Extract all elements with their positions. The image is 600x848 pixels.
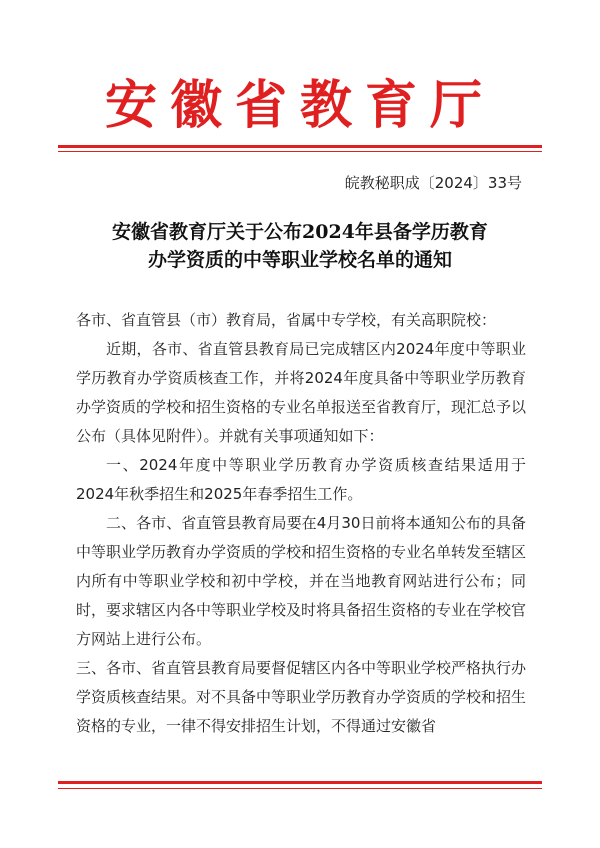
- document-number: 皖教秘职成〔2024〕33号: [344, 174, 522, 192]
- letterhead-rule-thin: [58, 151, 542, 152]
- document-title-line-2: 办学资质的中等职业学校名单的通知: [147, 249, 452, 271]
- document-title-line-1: 安徽省教育厅关于公布2024年县备学历教育: [112, 221, 488, 243]
- paragraph-item-3: 三、各市、省直管县教育局要督促辖区内各中等职业学校严格执行办学资质核查结果。对不具备中等职业学历教育办学资质的学校和招生资格的专业，一律不得安排招生计划，不得通过安徽省: [76, 659, 527, 735]
- footer-rule-thick: [58, 781, 542, 784]
- paragraph-intro: 近期，各市、省直管县教育局已完成辖区内2024年度中等职业学历教育办学资质核查工作，并将2024年度具备中等职业学历教育办学资质的学校和招生资格的专业名单报送至省教育厅，现汇总予以公布（具体见附件）。并就有关事项通知如下：: [76, 340, 527, 445]
- paragraph-item-2: 二、各市、省直管县教育局要在4月30日前将本通知公布的具备中等职业学历教育办学资质的学校和招生资格的专业名单转发至辖区内所有中等职业学校和初中学校，并在当地教育网站进行公布；同时，要求辖区内各中等职业学校及时将具备招生资格的专业在学校官方网站上进行公布。: [76, 514, 527, 648]
- letterhead-title: 安徽省教育厅: [104, 75, 495, 136]
- footer-rule-thin: [58, 788, 542, 789]
- document-title: [60, 218, 540, 274]
- letterhead-rule-thick: [58, 145, 542, 148]
- paragraph-item-1: 一、2024年度中等职业学历教育办学资质核查结果适用于2024年秋季招生和2025年春季招生工作。: [76, 456, 526, 503]
- salutation: 各市、省直管县（市）教育局，省属中专学校，有关高职院校：: [76, 311, 497, 329]
- document-body: [76, 306, 526, 741]
